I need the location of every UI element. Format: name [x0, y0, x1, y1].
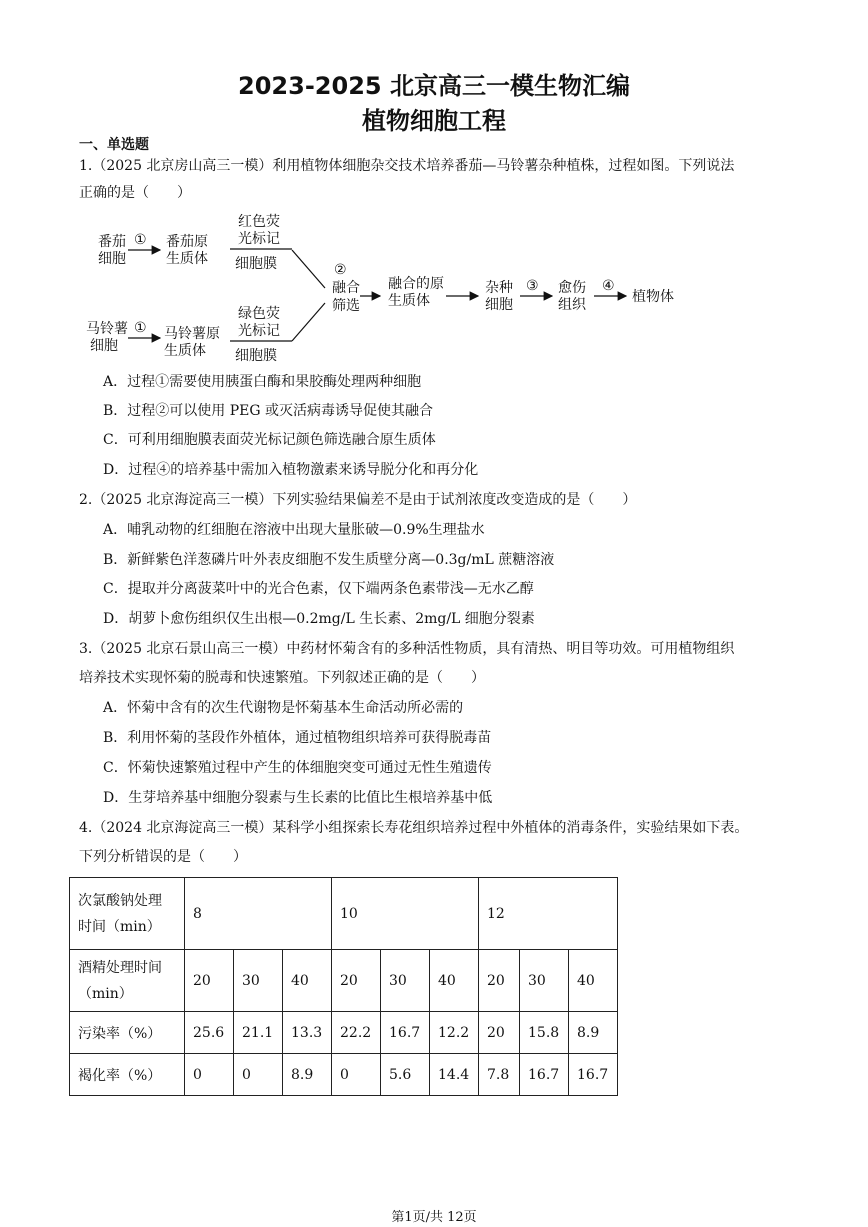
q4-stem-line1: 4.（2024 北京海淀高三一模）某科学小组探索长寿花组织培养过程中外植体的消毒条件，实验结果如下表。: [79, 820, 749, 836]
table-header-cell: 酒精处理时间 （min）: [70, 950, 185, 1012]
membrane-top-label: 细胞膜: [235, 256, 277, 272]
page-footer: 第1页/共 12页: [391, 1210, 477, 1225]
tomato-cell-label: 番茄: [98, 234, 126, 250]
table-cell: 14.4: [430, 1054, 479, 1096]
table-cell: 16.7: [381, 1012, 430, 1054]
green-label-line1: 绿色荧: [238, 306, 280, 322]
q1-option-d: D．过程④的培养基中需加入植物激素来诱导脱分化和再分化: [103, 462, 479, 478]
q3-option-d: D．生芽培养基中细胞分裂素与生长素的比值比生根培养基中低: [103, 790, 493, 806]
potato-protoplast-label: 马铃薯原: [164, 326, 220, 342]
q3-option-a: A．怀菊中含有的次生代谢物是怀菊基本生命活动所必需的: [103, 700, 464, 716]
potato-protoplast-label2: 生质体: [164, 343, 206, 359]
hybridization-diagram: [80, 208, 700, 368]
table-cell: 13.3: [283, 1012, 332, 1054]
table-cell: 40: [569, 950, 618, 1012]
tomato-cell-label2: 细胞: [98, 251, 126, 267]
fused-protoplast-label2: 生质体: [388, 293, 430, 309]
q4-stem-line2: 下列分析错误的是（ ）: [79, 849, 247, 865]
table-cell: 8: [185, 878, 332, 950]
q1-stem-line2: 正确的是（ ）: [79, 185, 191, 201]
doc-title: 2023-2025 北京高三一模生物汇编: [238, 72, 630, 100]
callus-label2: 组织: [558, 297, 586, 313]
hybrid-cell-label2: 细胞: [485, 297, 513, 313]
q2-option-d: D．胡萝卜愈伤组织仅生出根—0.2mg/L 生长素、2mg/L 细胞分裂素: [103, 611, 535, 627]
table-cell: 10: [332, 878, 479, 950]
table-row: [70, 1012, 618, 1054]
merge-top: [292, 250, 325, 288]
table-cell: 20: [479, 1012, 520, 1054]
table-cell: 40: [283, 950, 332, 1012]
q1-option-b: B．过程②可以使用 PEG 或灭活病毒诱导促使其融合: [103, 403, 434, 419]
table-header-cell: 褐化率（%）: [70, 1054, 185, 1096]
green-label-line2: 光标记: [238, 323, 280, 339]
q3-stem-line1: 3.（2025 北京石景山高三一模）中药材怀菊含有的多种活性物质，具有清热、明目等功效。可用植物组织: [79, 641, 735, 657]
table-cell: 8.9: [283, 1054, 332, 1096]
table-cell: 0: [234, 1054, 283, 1096]
step1-top-label: ①: [134, 232, 147, 248]
q2-option-c: C．提取并分离菠菜叶中的光合色素，仅下端两条色素带浅—无水乙醇: [103, 581, 534, 597]
section-heading: 一、单选题: [79, 137, 149, 153]
table-cell: 12.2: [430, 1012, 479, 1054]
table-cell: 40: [430, 950, 479, 1012]
q1-stem-line1: 1.（2025 北京房山高三一模）利用植物体细胞杂交技术培养番茄—马铃薯杂种植株，过程如图。下列说法: [79, 158, 735, 174]
plant-label: 植物体: [632, 289, 674, 305]
tomato-protoplast-label: 番茄原: [166, 234, 208, 250]
table-cell: 22.2: [332, 1012, 381, 1054]
q1-option-a: A．过程①需要使用胰蛋白酶和果胶酶处理两种细胞: [103, 374, 422, 390]
red-label-line1: 红色荧: [238, 214, 280, 230]
hybrid-cell-label: 杂种: [485, 280, 513, 296]
step1-bottom-label: ①: [134, 320, 147, 336]
doc-subtitle: 植物细胞工程: [362, 107, 506, 135]
table-cell: 7.8: [479, 1054, 520, 1096]
step3-label: ③: [526, 278, 539, 294]
fused-protoplast-label: 融合的原: [388, 276, 444, 292]
q3-stem-line2: 培养技术实现怀菊的脱毒和快速繁殖。下列叙述正确的是（ ）: [79, 670, 485, 686]
table-cell: 30: [234, 950, 283, 1012]
table-cell: 20: [479, 950, 520, 1012]
table-cell: 5.6: [381, 1054, 430, 1096]
table-cell: 30: [520, 950, 569, 1012]
potato-cell-label2: 细胞: [90, 338, 118, 354]
q2-stem-line1: 2.（2025 北京海淀高三一模）下列实验结果偏差不是由于试剂浓度改变造成的是（ ）: [79, 492, 637, 508]
q2-option-a: A．哺乳动物的红细胞在溶液中出现大量胀破—0.9%生理盐水: [103, 522, 485, 538]
table-cell: 0: [185, 1054, 234, 1096]
step2-label: ②: [334, 262, 347, 278]
table-row: [70, 950, 618, 1012]
tomato-protoplast-label2: 生质体: [166, 251, 208, 267]
table-cell: 25.6: [185, 1012, 234, 1054]
disinfection-table: [69, 877, 618, 1096]
table-cell: 21.1: [234, 1012, 283, 1054]
red-label-line2: 光标记: [238, 231, 280, 247]
table-row: [70, 878, 618, 950]
q1-option-c: C．可利用细胞膜表面荧光标记颜色筛选融合原生质体: [103, 432, 436, 448]
q3-option-c: C．怀菊快速繁殖过程中产生的体细胞突变可通过无性生殖遗传: [103, 760, 492, 776]
table-cell: 16.7: [569, 1054, 618, 1096]
table-cell: 0: [332, 1054, 381, 1096]
table-cell: 30: [381, 950, 430, 1012]
table-cell: 15.8: [520, 1012, 569, 1054]
table-cell: 8.9: [569, 1012, 618, 1054]
table-cell: 16.7: [520, 1054, 569, 1096]
potato-cell-label: 马铃薯: [86, 321, 128, 337]
fuse-select-label: 融合: [332, 280, 360, 296]
q3-option-b: B．利用怀菊的茎段作外植体，通过植物组织培养可获得脱毒苗: [103, 730, 492, 746]
table-cell: 20: [185, 950, 234, 1012]
q2-option-b: B．新鲜紫色洋葱磷片叶外表皮细胞不发生质壁分离—0.3g/mL 蔗糖溶液: [103, 552, 555, 568]
table-header-cell: 污染率（%）: [70, 1012, 185, 1054]
step4-label: ④: [602, 278, 615, 294]
table-header-cell: 次氯酸钠处理 时间（min）: [70, 878, 185, 950]
merge-bottom: [292, 303, 325, 341]
table-cell: 20: [332, 950, 381, 1012]
fuse-select-label2: 筛选: [332, 298, 360, 314]
membrane-bottom-label: 细胞膜: [235, 348, 277, 364]
callus-label: 愈伤: [558, 280, 586, 296]
table-row: [70, 1054, 618, 1096]
table-cell: 12: [479, 878, 618, 950]
